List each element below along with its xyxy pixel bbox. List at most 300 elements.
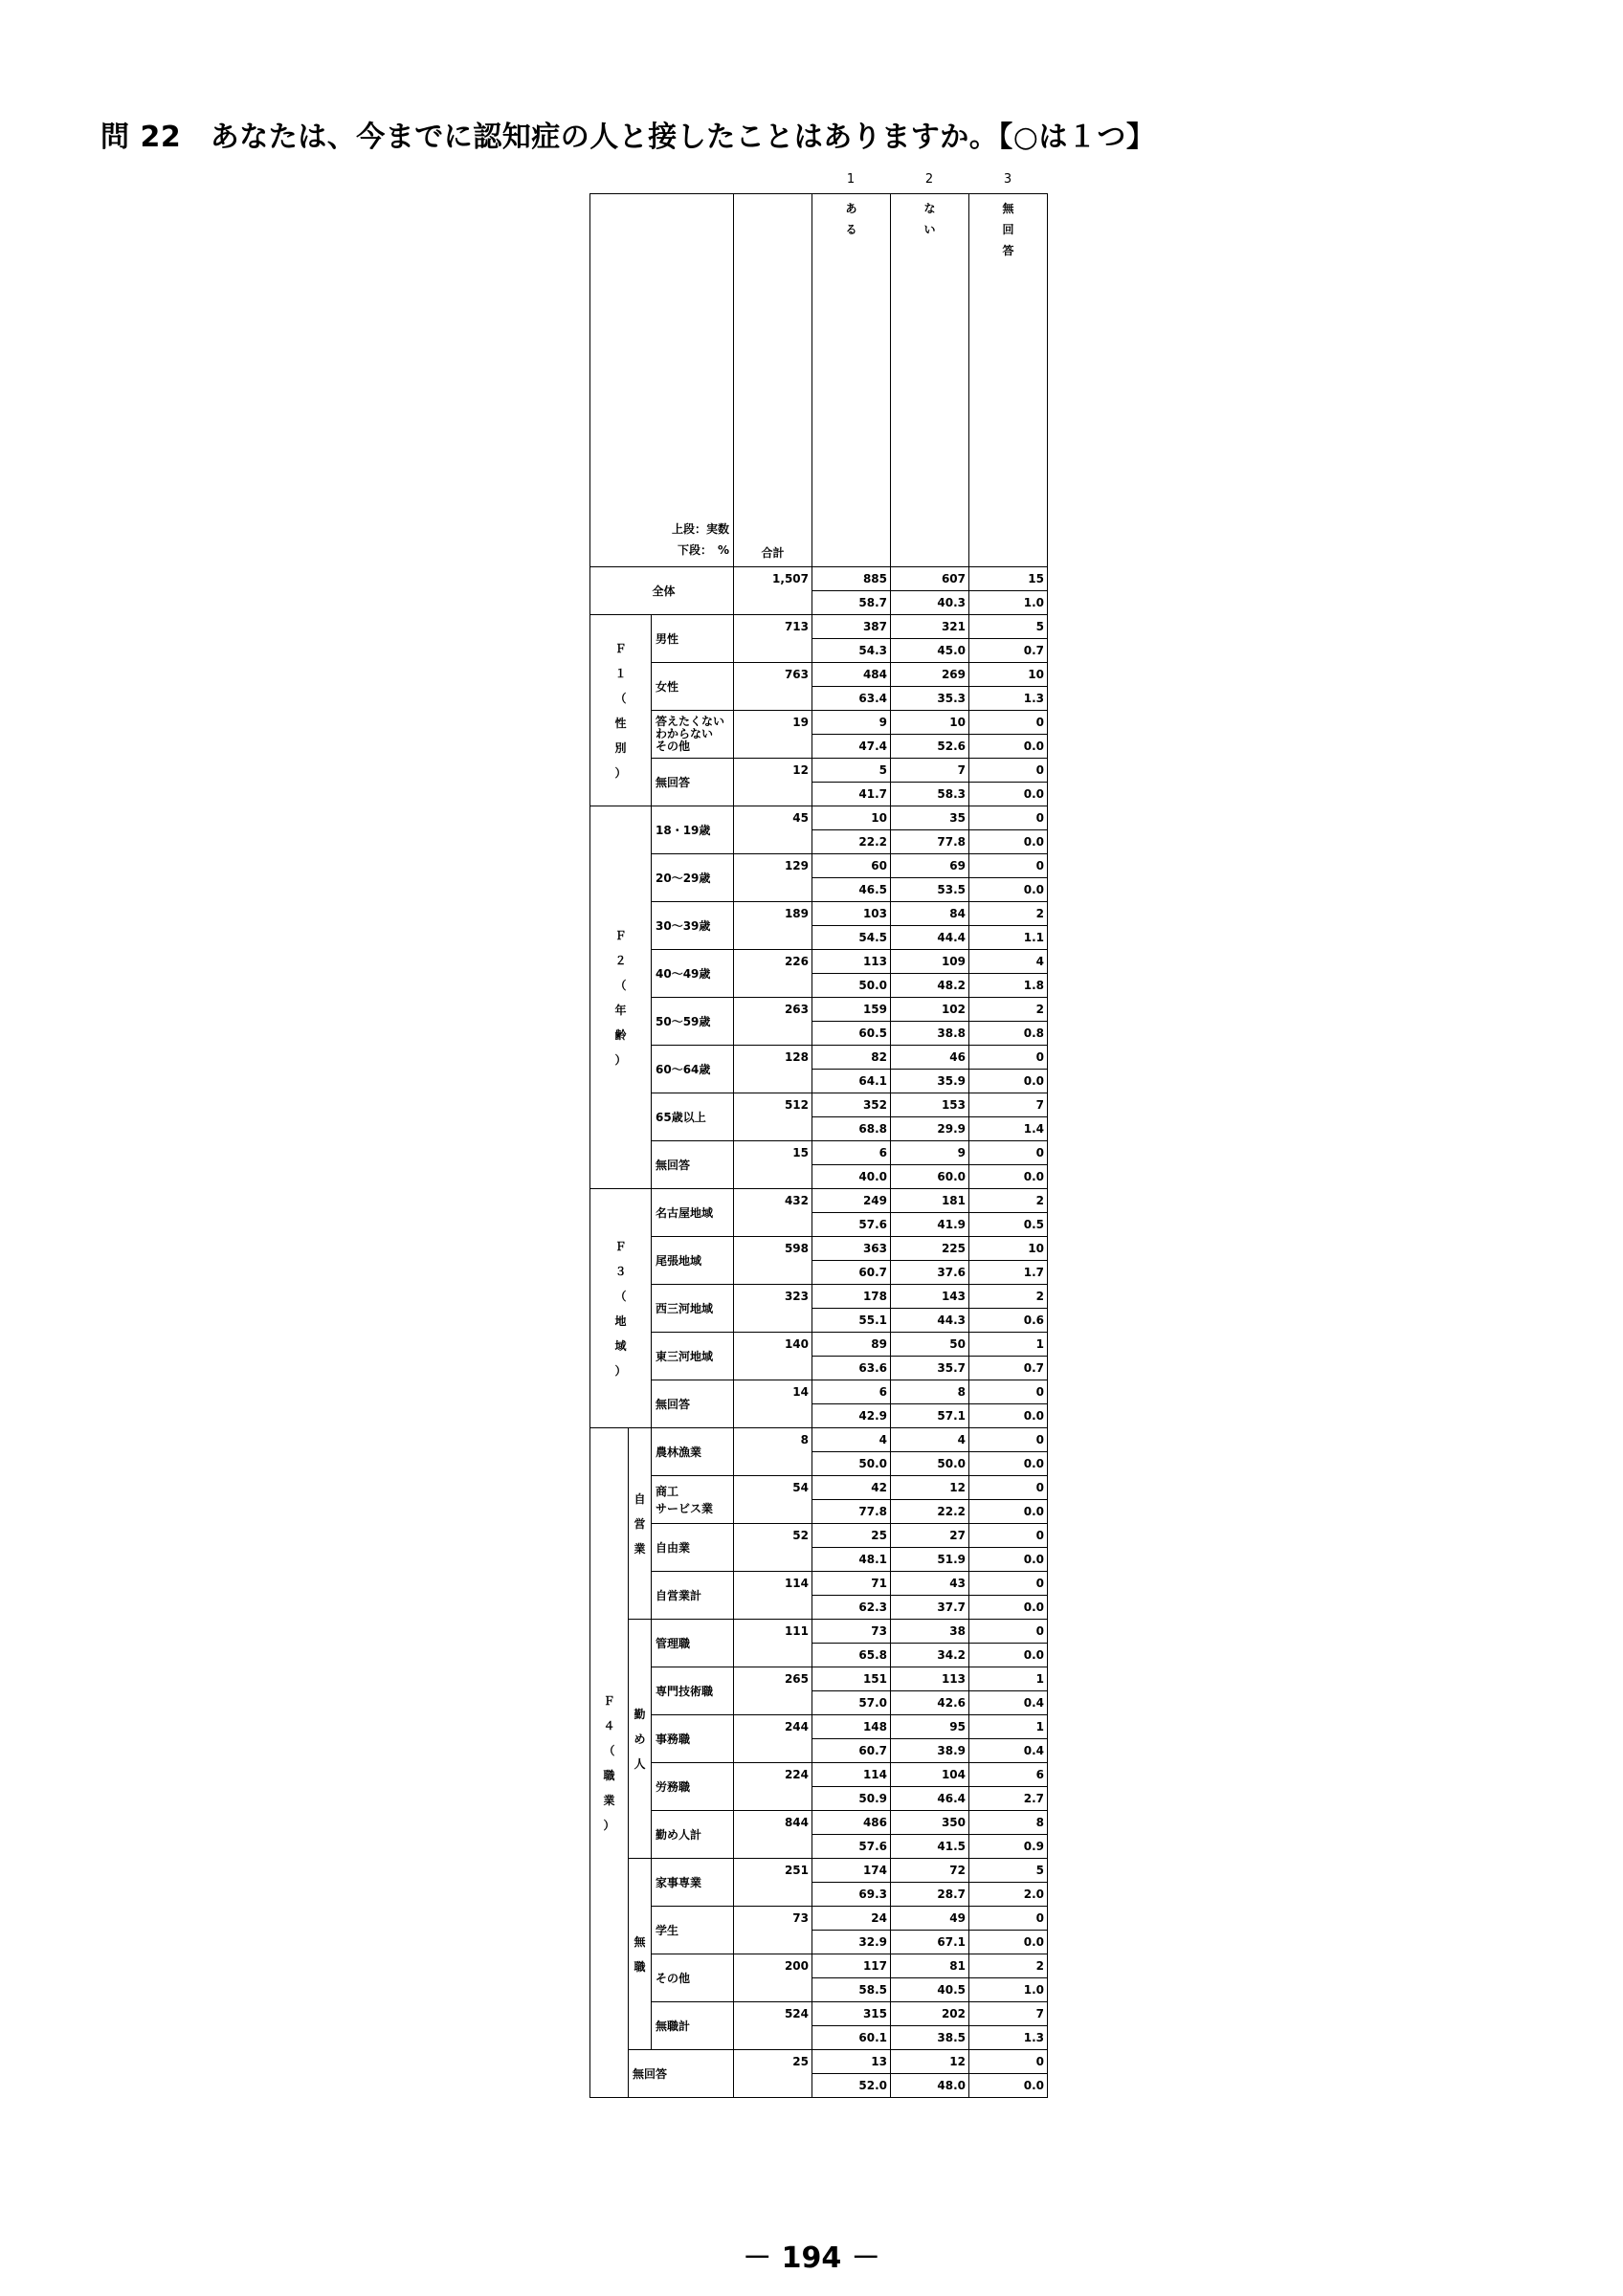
count-value: 7 — [1035, 1098, 1044, 1112]
count-value: 24 — [871, 1911, 887, 1925]
answer-2-cell — [891, 1189, 969, 1237]
total-cell — [734, 2002, 812, 2050]
percent-value: 58.5 — [812, 1977, 890, 2001]
count-value: 69 — [949, 859, 966, 872]
count-value: 10 — [871, 811, 887, 825]
count-value: 0 — [1035, 1433, 1044, 1446]
total-cell — [734, 1285, 812, 1333]
answer-2-cell — [891, 998, 969, 1046]
total-cell — [734, 1763, 812, 1811]
percent-value: 22.2 — [891, 1499, 968, 1523]
answer-3-cell — [969, 1715, 1048, 1763]
count-value: 4 — [957, 1433, 966, 1446]
answer-2-cell — [891, 1620, 969, 1667]
row-label: 勤め人計 — [652, 1811, 734, 1859]
row-label: 学生 — [652, 1907, 734, 1954]
answer-2-cell — [891, 759, 969, 806]
count-value: 7 — [957, 763, 966, 777]
answer-2-cell — [891, 806, 969, 854]
percent-value: 57.0 — [812, 1690, 890, 1714]
total-count: 251 — [784, 1864, 809, 1877]
percent-value: 35.9 — [891, 1069, 968, 1093]
f4-group-label: 自 営 業 — [629, 1428, 652, 1620]
count-value: 885 — [862, 572, 887, 585]
answer-2-cell — [891, 615, 969, 663]
total-count: 111 — [784, 1624, 809, 1638]
count-value: 72 — [949, 1864, 966, 1877]
count-value: 0 — [1035, 1624, 1044, 1638]
percent-value: 0.0 — [969, 1547, 1047, 1571]
percent-value: 60.5 — [812, 1021, 890, 1045]
percent-value: 50.9 — [812, 1786, 890, 1810]
count-value: 352 — [862, 1098, 887, 1112]
header-total: 合計 — [734, 194, 812, 567]
answer-1-cell — [812, 1380, 891, 1428]
row-label: 専門技術職 — [652, 1667, 734, 1715]
count-value: 81 — [949, 1959, 966, 1973]
count-value: 89 — [871, 1337, 887, 1351]
answer-3-cell — [969, 1524, 1048, 1572]
total-cell — [734, 1237, 812, 1285]
percent-value: 44.4 — [891, 925, 968, 949]
answer-2-cell — [891, 1380, 969, 1428]
count-value: 148 — [862, 1720, 887, 1733]
total-cell — [734, 902, 812, 950]
row-label: 自営業計 — [652, 1572, 734, 1620]
percent-value: 45.0 — [891, 638, 968, 662]
percent-value: 28.7 — [891, 1882, 968, 1906]
answer-1-cell — [812, 2002, 891, 2050]
count-value: 13 — [871, 2055, 887, 2068]
count-value: 0 — [1035, 2055, 1044, 2068]
percent-value: 0.0 — [969, 734, 1047, 758]
percent-value: 50.0 — [812, 1451, 890, 1475]
percent-value: 0.0 — [969, 1069, 1047, 1093]
row-label-total: 全体 — [590, 567, 734, 615]
percent-value: 2.7 — [969, 1786, 1047, 1810]
percent-value: 1.0 — [969, 590, 1047, 614]
percent-value: 58.7 — [812, 590, 890, 614]
row-label: 尾張地域 — [652, 1237, 734, 1285]
count-value: 174 — [862, 1864, 887, 1877]
row-label: 65歳以上 — [652, 1093, 734, 1141]
percent-value: 35.7 — [891, 1356, 968, 1380]
percent-value: 41.9 — [891, 1212, 968, 1236]
percent-value: 1.4 — [969, 1116, 1047, 1140]
percent-value: 58.3 — [891, 782, 968, 806]
answer-1-cell — [812, 1524, 891, 1572]
percent-value: 1.1 — [969, 925, 1047, 949]
count-value: 0 — [1035, 1050, 1044, 1064]
count-value: 486 — [862, 1816, 887, 1829]
percent-value: 68.8 — [812, 1116, 890, 1140]
percent-value: 1.7 — [969, 1260, 1047, 1284]
row-label: 無回答 — [652, 1141, 734, 1189]
count-value: 0 — [1035, 1481, 1044, 1494]
answer-2-cell — [891, 1715, 969, 1763]
count-value: 153 — [941, 1098, 966, 1112]
total-cell — [734, 1715, 812, 1763]
count-value: 0 — [1035, 1385, 1044, 1399]
count-value: 143 — [941, 1290, 966, 1303]
answer-1-cell — [812, 1954, 891, 2002]
count-value: 84 — [949, 907, 966, 920]
count-value: 2 — [1035, 1959, 1044, 1973]
header-col-1: あ る — [812, 194, 891, 567]
answer-2-cell — [891, 1476, 969, 1524]
count-value: 8 — [957, 1385, 966, 1399]
total-cell — [734, 2050, 812, 2098]
answer-3-cell — [969, 1237, 1048, 1285]
answer-1-cell — [812, 1667, 891, 1715]
total-cell — [734, 1046, 812, 1093]
row-label: 答えたくない わからない その他 — [652, 711, 734, 759]
answer-3-cell — [969, 615, 1048, 663]
answer-1-cell — [812, 1476, 891, 1524]
row-label: 60～64歳 — [652, 1046, 734, 1093]
total-count: 224 — [784, 1768, 809, 1781]
percent-value: 32.9 — [812, 1930, 890, 1954]
count-value: 0 — [1035, 811, 1044, 825]
percent-value: 77.8 — [891, 829, 968, 853]
total-cell — [734, 1859, 812, 1907]
answer-2-cell — [891, 854, 969, 902]
row-label: 自由業 — [652, 1524, 734, 1572]
answer-2-cell — [891, 1763, 969, 1811]
total-count: 598 — [784, 1242, 809, 1255]
total-cell — [734, 1667, 812, 1715]
total-cell — [734, 1524, 812, 1572]
row-label: 無回答 — [652, 759, 734, 806]
total-cell — [734, 1620, 812, 1667]
answer-1-cell — [812, 663, 891, 711]
count-value: 12 — [949, 2055, 966, 2068]
f4-section-label: Ｆ ４ （ 職 業 ） — [590, 1428, 629, 2098]
percent-value: 42.6 — [891, 1690, 968, 1714]
percent-value: 0.8 — [969, 1021, 1047, 1045]
percent-value: 37.7 — [891, 1595, 968, 1619]
count-value: 25 — [871, 1529, 887, 1542]
count-value: 0 — [1035, 859, 1044, 872]
answer-1-cell — [812, 998, 891, 1046]
count-value: 2 — [1035, 1290, 1044, 1303]
answer-3-cell — [969, 759, 1048, 806]
count-value: 71 — [871, 1577, 887, 1590]
count-value: 159 — [862, 1003, 887, 1016]
percent-value: 48.0 — [891, 2073, 968, 2097]
total-cell — [734, 1476, 812, 1524]
answer-3-cell — [969, 1859, 1048, 1907]
count-value: 60 — [871, 859, 887, 872]
count-value: 5 — [1035, 1864, 1044, 1877]
count-value: 2 — [1035, 1003, 1044, 1016]
percent-value: 47.4 — [812, 734, 890, 758]
answer-1-cell — [812, 854, 891, 902]
total-count: 45 — [792, 811, 809, 825]
answer-1-cell — [812, 1333, 891, 1380]
row-label: 西三河地域 — [652, 1285, 734, 1333]
row-label: 無職計 — [652, 2002, 734, 2050]
total-count: 129 — [784, 859, 809, 872]
count-value: 202 — [941, 2007, 966, 2020]
total-count: 432 — [784, 1194, 809, 1207]
percent-value: 0.4 — [969, 1738, 1047, 1762]
answer-2-cell — [891, 711, 969, 759]
total-cell — [734, 1572, 812, 1620]
percent-value: 0.9 — [969, 1834, 1047, 1858]
percent-value: 0.0 — [969, 1643, 1047, 1667]
count-value: 15 — [1028, 572, 1044, 585]
percent-value: 38.8 — [891, 1021, 968, 1045]
percent-value: 54.3 — [812, 638, 890, 662]
count-value: 4 — [878, 1433, 887, 1446]
column-numbers — [589, 172, 1051, 193]
total-count: 1,507 — [772, 572, 809, 585]
count-value: 12 — [949, 1481, 966, 1494]
count-value: 1 — [1035, 1672, 1044, 1686]
total-count: 226 — [784, 955, 809, 968]
total-cell — [734, 806, 812, 854]
total-count: 114 — [784, 1577, 809, 1590]
total-cell — [734, 615, 812, 663]
question-title: 問 22 あなたは、今までに認知症の人と接したことはありますか。【○は１つ】 — [100, 121, 1156, 154]
header-col-3: 無 回 答 — [969, 194, 1048, 567]
total-cell — [734, 1907, 812, 1954]
percent-value: 48.1 — [812, 1547, 890, 1571]
answer-3-cell — [969, 1093, 1048, 1141]
count-value: 315 — [862, 2007, 887, 2020]
count-value: 249 — [862, 1194, 887, 1207]
count-value: 0 — [1035, 716, 1044, 729]
answer-2-cell — [891, 1954, 969, 2002]
answer-3-cell — [969, 1954, 1048, 2002]
answer-3-cell — [969, 1189, 1048, 1237]
answer-3-cell — [969, 1380, 1048, 1428]
percent-value: 60.1 — [812, 2025, 890, 2049]
crosstab-table — [589, 193, 1048, 2098]
percent-value: 0.0 — [969, 1930, 1047, 1954]
total-cell — [734, 1333, 812, 1380]
count-value: 109 — [941, 955, 966, 968]
count-value: 42 — [871, 1481, 887, 1494]
answer-2-cell — [891, 1333, 969, 1380]
answer-1-cell — [812, 806, 891, 854]
count-value: 350 — [941, 1816, 966, 1829]
answer-2-cell — [891, 1524, 969, 1572]
count-value: 2 — [1035, 907, 1044, 920]
total-count: 200 — [784, 1959, 809, 1973]
count-value: 104 — [941, 1768, 966, 1781]
col-number-1: 1 — [846, 172, 856, 187]
percent-value: 42.9 — [812, 1403, 890, 1427]
answer-2-cell — [891, 1141, 969, 1189]
answer-1-cell — [812, 1907, 891, 1954]
percent-value: 0.6 — [969, 1308, 1047, 1332]
count-value: 1 — [1035, 1337, 1044, 1351]
count-value: 50 — [949, 1337, 966, 1351]
answer-2-cell — [891, 567, 969, 615]
percent-value: 46.5 — [812, 877, 890, 901]
percent-value: 67.1 — [891, 1930, 968, 1954]
answer-2-cell — [891, 950, 969, 998]
percent-value: 65.8 — [812, 1643, 890, 1667]
row-label: 無回答 — [629, 2050, 734, 2098]
count-value: 5 — [1035, 620, 1044, 633]
answer-3-cell — [969, 806, 1048, 854]
total-count: 54 — [792, 1481, 809, 1494]
answer-3-cell — [969, 567, 1048, 615]
answer-2-cell — [891, 1572, 969, 1620]
total-count: 15 — [792, 1146, 809, 1159]
row-label: 農林漁業 — [652, 1428, 734, 1476]
percent-value: 34.2 — [891, 1643, 968, 1667]
percent-value: 0.0 — [969, 1499, 1047, 1523]
count-value: 27 — [949, 1529, 966, 1542]
answer-2-cell — [891, 1237, 969, 1285]
answer-2-cell — [891, 1428, 969, 1476]
answer-1-cell — [812, 1237, 891, 1285]
total-count: 52 — [792, 1529, 809, 1542]
percent-value: 55.1 — [812, 1308, 890, 1332]
answer-3-cell — [969, 1572, 1048, 1620]
count-value: 113 — [941, 1672, 966, 1686]
count-value: 43 — [949, 1577, 966, 1590]
count-value: 82 — [871, 1050, 887, 1064]
count-value: 117 — [862, 1959, 887, 1973]
answer-1-cell — [812, 1859, 891, 1907]
count-value: 10 — [1028, 1242, 1044, 1255]
percent-value: 57.1 — [891, 1403, 968, 1427]
total-count: 8 — [800, 1433, 809, 1446]
answer-2-cell — [891, 2050, 969, 2098]
count-value: 225 — [941, 1242, 966, 1255]
percent-value: 62.3 — [812, 1595, 890, 1619]
percent-value: 1.3 — [969, 2025, 1047, 2049]
percent-value: 60.7 — [812, 1738, 890, 1762]
count-value: 35 — [949, 811, 966, 825]
answer-1-cell — [812, 1620, 891, 1667]
answer-3-cell — [969, 1046, 1048, 1093]
answer-3-cell — [969, 902, 1048, 950]
answer-3-cell — [969, 1285, 1048, 1333]
answer-3-cell — [969, 1667, 1048, 1715]
f3-section-label: Ｆ ３ （ 地 域 ） — [590, 1189, 652, 1428]
count-value: 102 — [941, 1003, 966, 1016]
row-label: 管理職 — [652, 1620, 734, 1667]
total-cell — [734, 1189, 812, 1237]
percent-value: 51.9 — [891, 1547, 968, 1571]
count-value: 9 — [878, 716, 887, 729]
count-value: 387 — [862, 620, 887, 633]
count-value: 49 — [949, 1911, 966, 1925]
total-count: 73 — [792, 1911, 809, 1925]
row-label: その他 — [652, 1954, 734, 2002]
answer-1-cell — [812, 1811, 891, 1859]
count-value: 103 — [862, 907, 887, 920]
answer-3-cell — [969, 1811, 1048, 1859]
answer-3-cell — [969, 1476, 1048, 1524]
percent-value: 0.0 — [969, 2073, 1047, 2097]
f2-section-label: Ｆ ２ （ 年 齢 ） — [590, 806, 652, 1189]
count-value: 178 — [862, 1290, 887, 1303]
answer-2-cell — [891, 2002, 969, 2050]
answer-2-cell — [891, 1667, 969, 1715]
percent-value: 0.4 — [969, 1690, 1047, 1714]
percent-value: 46.4 — [891, 1786, 968, 1810]
answer-3-cell — [969, 854, 1048, 902]
total-cell — [734, 1093, 812, 1141]
percent-value: 60.0 — [891, 1164, 968, 1188]
percent-value: 1.0 — [969, 1977, 1047, 2001]
total-cell — [734, 759, 812, 806]
percent-value: 38.5 — [891, 2025, 968, 2049]
percent-value: 37.6 — [891, 1260, 968, 1284]
count-value: 181 — [941, 1194, 966, 1207]
answer-3-cell — [969, 1763, 1048, 1811]
percent-value: 0.0 — [969, 1451, 1047, 1475]
total-cell — [734, 950, 812, 998]
percent-value: 35.3 — [891, 686, 968, 710]
total-cell — [734, 1954, 812, 2002]
percent-value: 53.5 — [891, 877, 968, 901]
count-value: 0 — [1035, 1911, 1044, 1925]
count-value: 0 — [1035, 763, 1044, 777]
total-cell — [734, 663, 812, 711]
answer-1-cell — [812, 711, 891, 759]
answer-1-cell — [812, 1572, 891, 1620]
percent-value: 77.8 — [812, 1499, 890, 1523]
percent-value: 0.0 — [969, 877, 1047, 901]
f4-group-label: 勤 め 人 — [629, 1620, 652, 1859]
total-count: 763 — [784, 668, 809, 681]
percent-value: 57.6 — [812, 1834, 890, 1858]
percent-value: 0.7 — [969, 638, 1047, 662]
answer-2-cell — [891, 1907, 969, 1954]
col-number-2: 2 — [924, 172, 934, 187]
answer-2-cell — [891, 1093, 969, 1141]
percent-value: 1.3 — [969, 686, 1047, 710]
answer-3-cell — [969, 1428, 1048, 1476]
row-label: 無回答 — [652, 1380, 734, 1428]
count-value: 0 — [1035, 1577, 1044, 1590]
percent-value: 52.0 — [812, 2073, 890, 2097]
count-value: 269 — [941, 668, 966, 681]
count-value: 114 — [862, 1768, 887, 1781]
count-value: 38 — [949, 1624, 966, 1638]
total-count: 128 — [784, 1050, 809, 1064]
total-count: 713 — [784, 620, 809, 633]
row-label: 名古屋地域 — [652, 1189, 734, 1237]
total-count: 265 — [784, 1672, 809, 1686]
count-value: 6 — [878, 1385, 887, 1399]
percent-value: 57.6 — [812, 1212, 890, 1236]
percent-value: 69.3 — [812, 1882, 890, 1906]
answer-1-cell — [812, 759, 891, 806]
count-value: 151 — [862, 1672, 887, 1686]
count-value: 9 — [957, 1146, 966, 1159]
answer-2-cell — [891, 902, 969, 950]
percent-value: 60.7 — [812, 1260, 890, 1284]
percent-value: 41.5 — [891, 1834, 968, 1858]
percent-value: 0.7 — [969, 1356, 1047, 1380]
row-label: 東三河地域 — [652, 1333, 734, 1380]
count-value: 10 — [949, 716, 966, 729]
count-value: 95 — [949, 1720, 966, 1733]
answer-3-cell — [969, 998, 1048, 1046]
row-label: 女性 — [652, 663, 734, 711]
total-cell — [734, 711, 812, 759]
row-label: 20～29歳 — [652, 854, 734, 902]
